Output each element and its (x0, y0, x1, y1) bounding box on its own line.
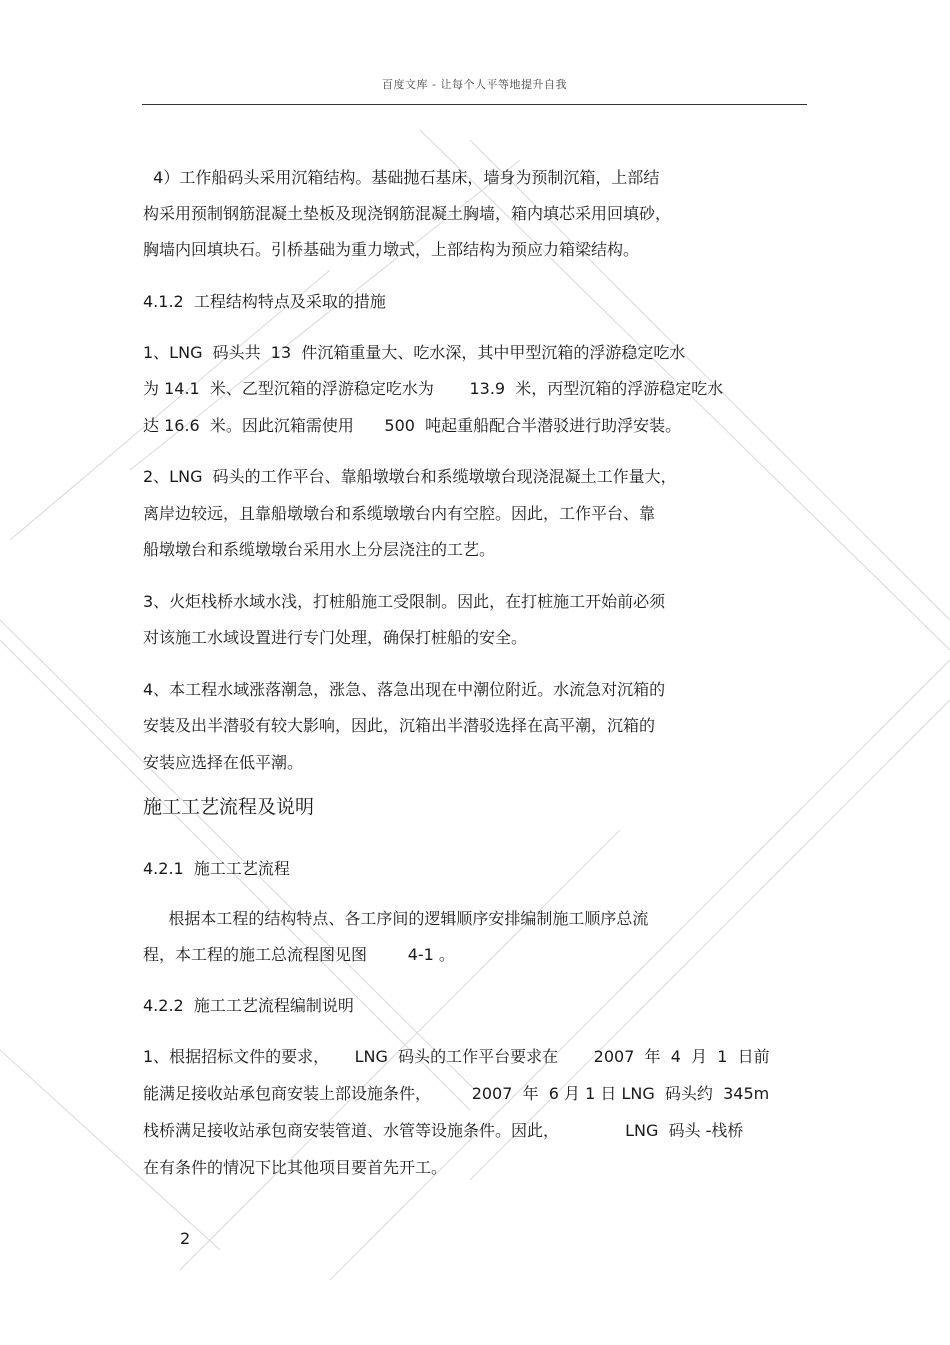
section-heading-4-2-2: 4.2.2 施工工艺流程编制说明 (143, 996, 354, 1015)
list-item-line: 达 16.6 米。因此沉箱需使用 500 吨起重船配合半潜驳进行助浮安装。 (143, 416, 682, 435)
list-item-line: 能满足接收站承包商安装上部设施条件， 2007 年 6 月 1 日 LNG 码头约 345m (143, 1084, 770, 1103)
list-item-line: 1、根据招标文件的要求， LNG 码头的工作平台要求在 2007 年 4 月 1 日前 (143, 1047, 770, 1066)
page-header: 百度文库 - 让每个人平等地提升自我 (382, 78, 567, 91)
list-item-line: 在有条件的情况下比其他项目要首先开工。 (143, 1158, 448, 1177)
list-item-line: 1、LNG 码头共 13 件沉箱重量大、吃水深，其中甲型沉箱的浮游稳定吃水 (143, 343, 686, 362)
section-heading-4-2: 施工工艺流程及说明 (143, 796, 315, 818)
section-heading-4-1-2: 4.1.2 工程结构特点及采取的措施 (143, 292, 386, 311)
page-number: 2 (180, 1229, 191, 1248)
list-item-line: 安装应选择在低平潮。 (143, 753, 304, 772)
paragraph-line: 4）工作船码头采用沉箱结构。基础抛石基床，墙身为预制沉箱，上部结 (143, 168, 660, 187)
list-item-line: 安装及出半潜驳有较大影响，因此，沉箱出半潜驳选择在高平潮，沉箱的 (143, 716, 656, 735)
section-heading-4-2-1: 4.2.1 施工工艺流程 (143, 859, 290, 878)
list-item-line: 为 14.1 米、乙型沉箱的浮游稳定吃水为 13.9 米，丙型沉箱的浮游稳定吃水 (143, 379, 724, 398)
paragraph-line: 构采用预制钢筋混凝土垫板及现浇钢筋混凝土胸墙，箱内填芯采用回填砂， (143, 204, 672, 223)
list-item-line: 离岸边较远，且靠船墩墩台和系缆墩墩台内有空腔。因此，工作平台、靠 (143, 504, 656, 523)
header-divider (142, 104, 807, 105)
list-item-line: 3、火炬栈桥水域水浅，打桩船施工受限制。因此，在打桩施工开始前必须 (143, 592, 666, 611)
paragraph-line: 根据本工程的结构特点、各工序间的逻辑顺序安排编制施工顺序总流 (143, 909, 649, 928)
paragraph-line: 程，本工程的施工总流程图见图 4-1 。 (143, 945, 455, 964)
list-item-line: 栈桥满足接收站承包商安装管道、水管等设施条件。因此， LNG 码头 -栈桥 (143, 1121, 744, 1140)
list-item-line: 4、本工程水域涨落潮急，涨急、落急出现在中潮位附近。水流急对沉箱的 (143, 680, 666, 699)
list-item-line: 对该施工水域设置进行专门处理，确保打桩船的安全。 (143, 628, 528, 647)
list-item-line: 2、LNG 码头的工作平台、靠船墩墩台和系缆墩墩台现浇混凝土工作量大， (143, 467, 677, 486)
list-item-line: 船墩墩台和系缆墩墩台采用水上分层浇注的工艺。 (143, 540, 496, 559)
paragraph-line: 胸墙内回填块石。引桥基础为重力墩式，上部结构为预应力箱梁结构。 (143, 240, 640, 259)
